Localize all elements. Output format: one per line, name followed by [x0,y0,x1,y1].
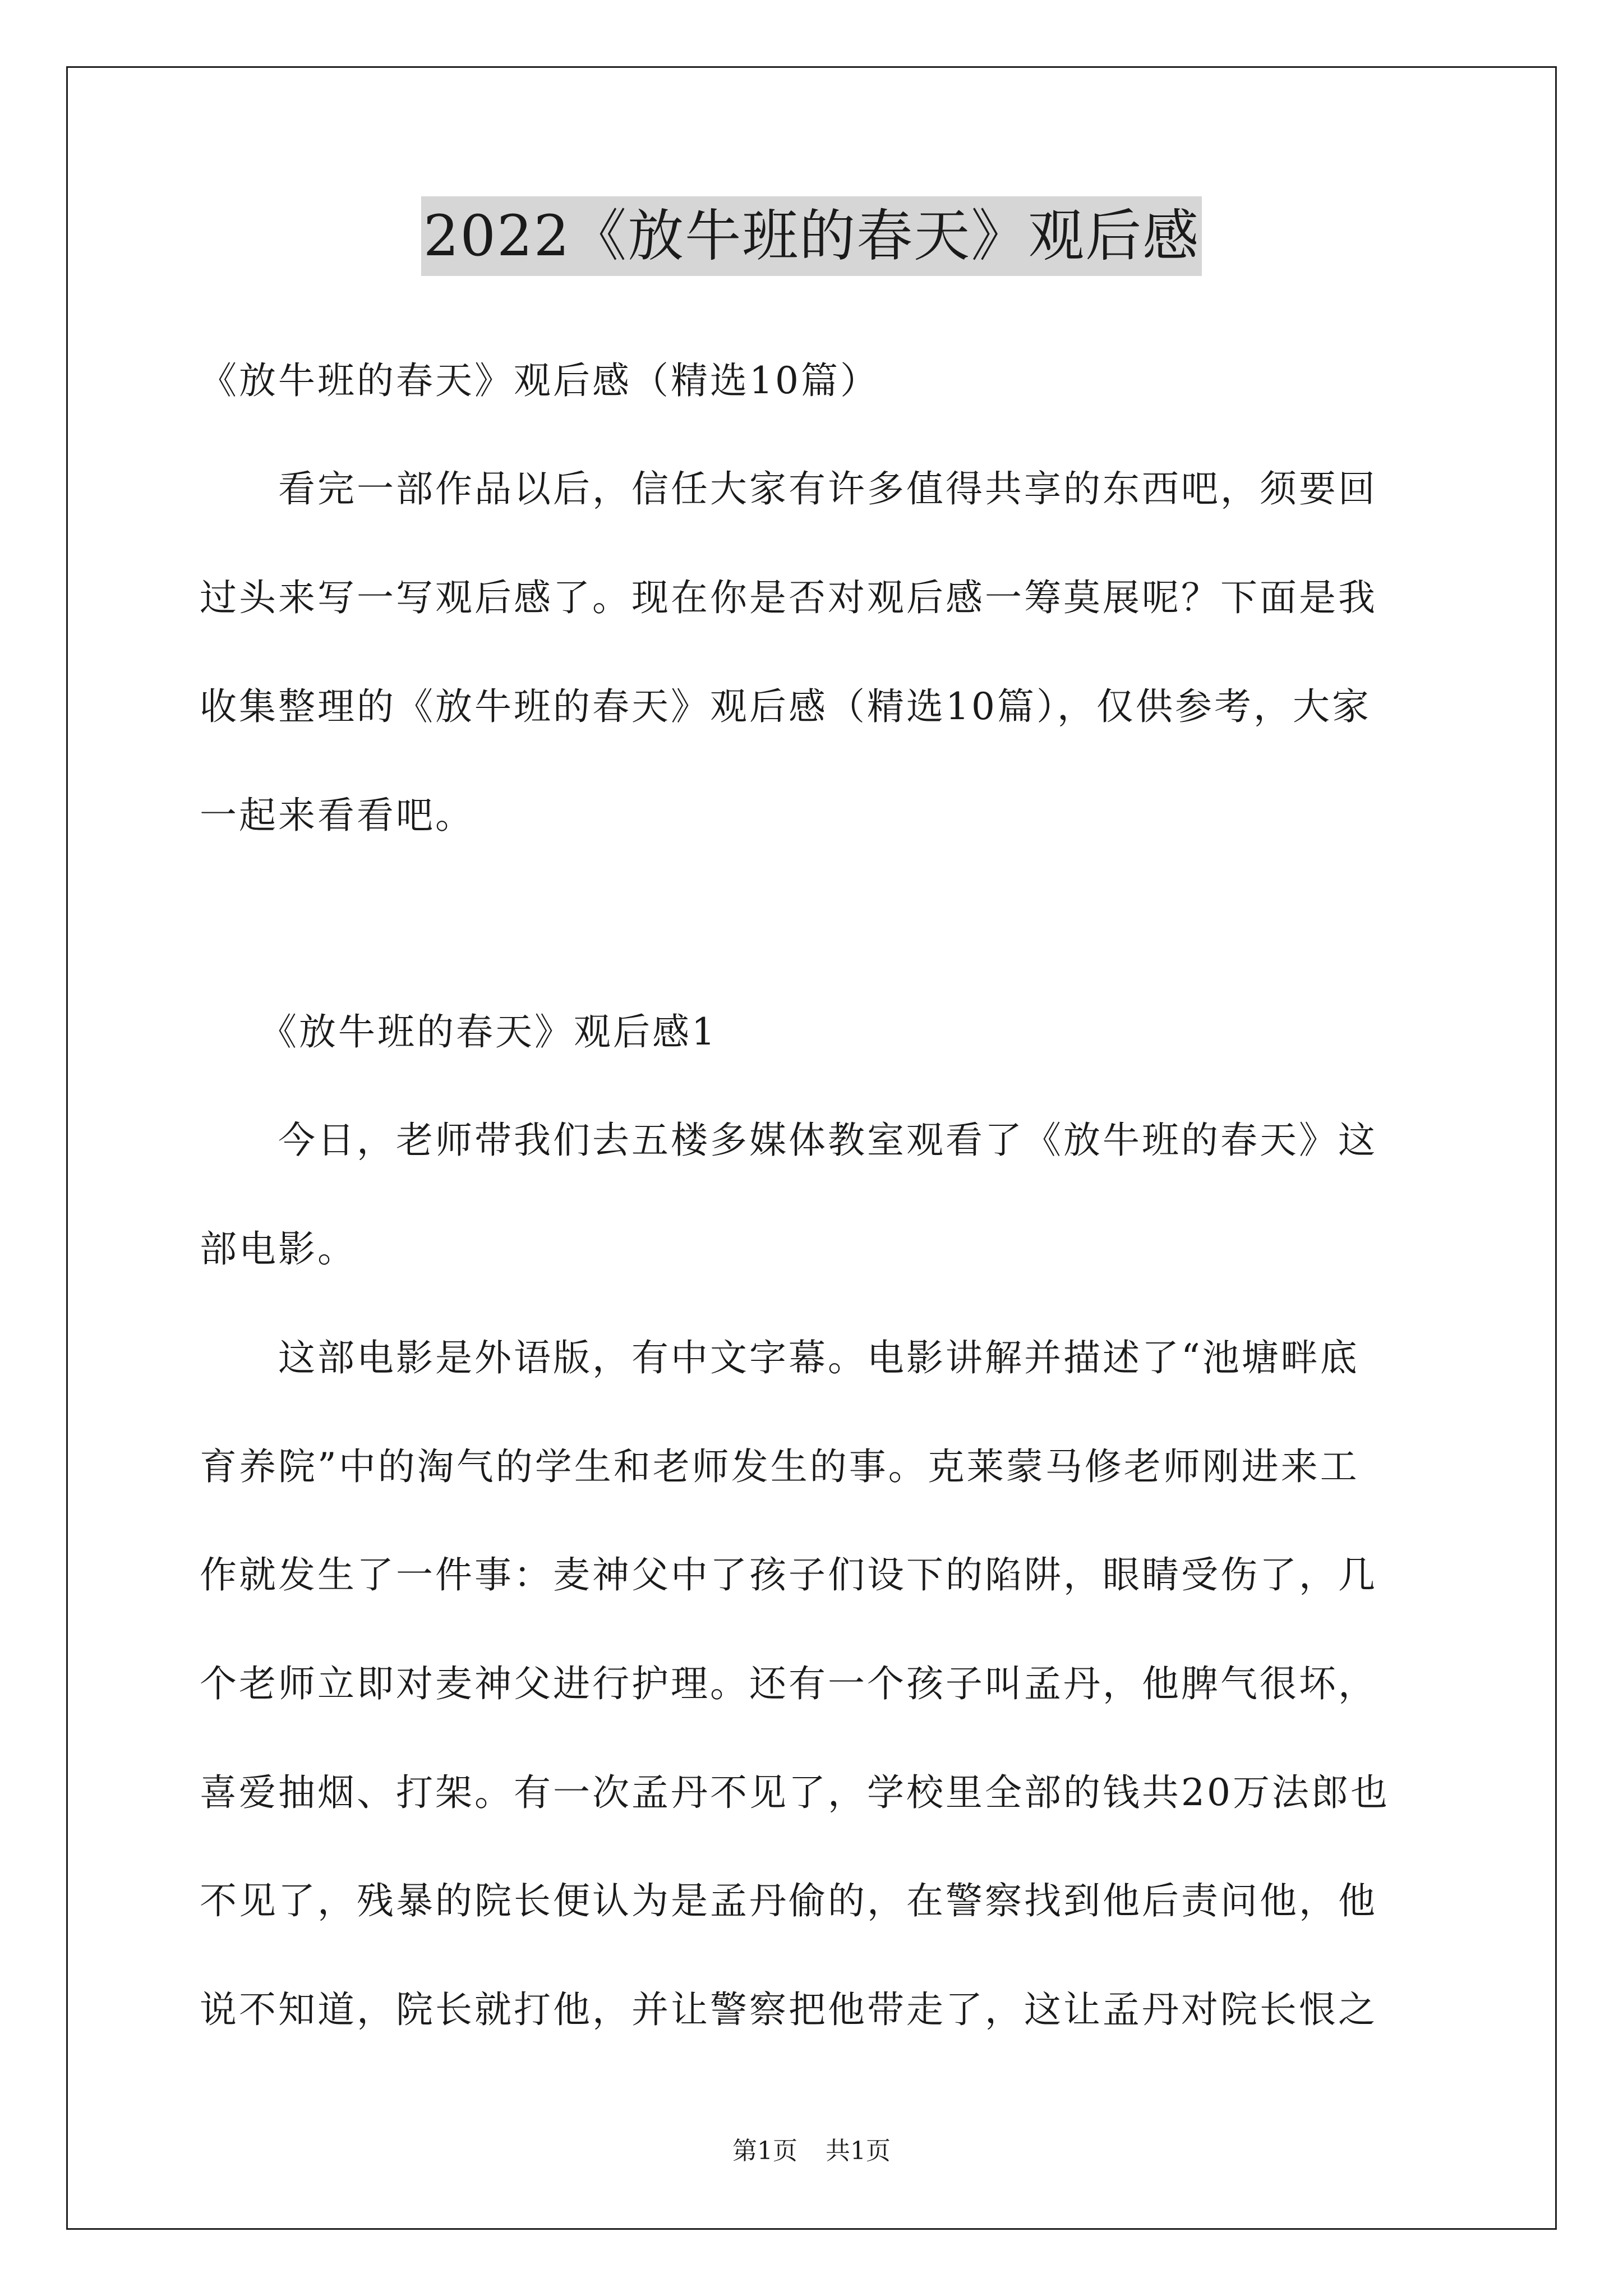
page-total: 共1页 [826,2137,891,2165]
page-footer [0,2137,1623,2165]
body-line-3: 这部电影是外语版，有中文字幕。电影讲解并描述了“池塘畔底 [200,1336,1359,1379]
document-title: 2022《放牛班的春天》观后感 [421,196,1202,276]
page-number: 第1页 [732,2137,797,2165]
body-line-5: 作就发生了一件事：麦神父中了孩子们设下的陷阱，眼睛受伤了，几 [200,1553,1377,1596]
body-line-4: 育养院”中的淘气的学生和老师发生的事。克莱蒙马修老师刚进来工 [200,1445,1359,1488]
body-line-8: 不见了，残暴的院长便认为是孟丹偷的，在警察找到他后责问他，他 [200,1879,1377,1922]
body-line-1: 今日，老师带我们去五楼多媒体教室观看了《放牛班的春天》这 [200,1119,1377,1162]
intro-line-4: 一起来看看吧。 [200,794,474,837]
body-line-7: 喜爱抽烟、打架。有一次孟丹不见了，学校里全部的钱共20万法郎也 [200,1771,1390,1814]
section-heading: 《放牛班的春天》观后感1 [200,1010,717,1053]
intro-line-2: 过头来写一写观后感了。现在你是否对观后感一筹莫展呢？下面是我 [200,576,1377,619]
body-line-9: 说不知道，院长就打他，并让警察把他带走了，这让孟丹对院长恨之 [200,1988,1377,2031]
intro-line-3: 收集整理的《放牛班的春天》观后感（精选10篇），仅供参考，大家 [200,685,1371,728]
intro-line-1: 看完一部作品以后，信任大家有许多值得共享的东西吧，须要回 [200,467,1377,510]
body-line-2: 部电影。 [200,1227,357,1271]
title-container [0,196,1623,276]
subtitle: 《放牛班的春天》观后感（精选10篇） [200,359,879,402]
body-line-6: 个老师立即对麦神父进行护理。还有一个孩子叫孟丹，他脾气很坏， [200,1662,1377,1705]
